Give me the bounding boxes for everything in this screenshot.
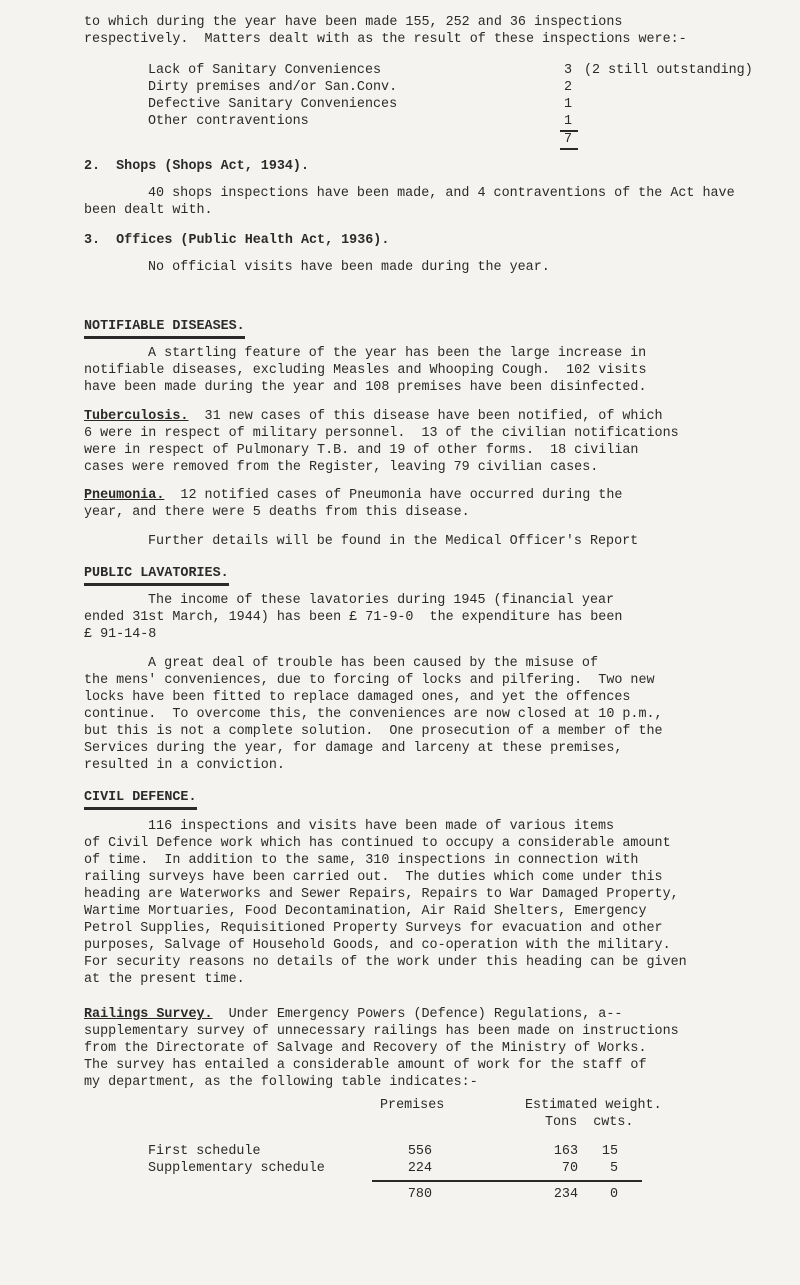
railings-text: supplementary survey of unnecessary railings has been made on instructions xyxy=(84,1024,679,1039)
civil-defence-text: of time. In addition to the same, 310 inspections in connection with xyxy=(84,853,639,868)
pneumonia-text: year, and there were 5 deaths from this disease. xyxy=(84,505,470,520)
civil-defence-text: railing surveys have been carried out. The duties which come under this xyxy=(84,870,663,885)
railings-text: from the Directorate of Salvage and Recovery of the Ministry of Works. xyxy=(84,1041,647,1056)
table-cell-tons: 70 xyxy=(561,1161,578,1176)
lavatories-text: the mens' conveniences, due to forcing of locks and pilfering. Two new xyxy=(84,673,655,688)
intro-line-2: respectively. Matters dealt with as the result of these inspections were:- xyxy=(84,32,687,47)
civil-defence-heading: CIVIL DEFENCE. xyxy=(84,789,197,810)
lavatories-text: continue. To overcome this, the conveniences are now closed at 10 p.m., xyxy=(84,707,663,722)
civil-defence-text: of Civil Defence work which has continued to occupy a considerable amount xyxy=(84,836,671,851)
lavatories-text: resulted in a conviction. xyxy=(84,758,285,773)
railings-text: The survey has entailed a considerable amount of work for the staff of xyxy=(84,1058,647,1073)
railings-label: Railings Survey. xyxy=(84,1007,213,1022)
tuberculosis-text: 6 were in respect of military personnel. 13 of the civilian notifications xyxy=(84,426,679,441)
matter-label: Other contraventions xyxy=(148,114,309,129)
table-cell-premises: 556 xyxy=(407,1144,432,1159)
lavatories-text: The income of these lavatories during 1945 (financial year xyxy=(148,593,615,608)
table-cell-cwts: 15 xyxy=(601,1144,618,1159)
civil-defence-text: For security reasons no details of the work under this heading can be given xyxy=(84,955,687,970)
notifiable-text: A startling feature of the year has been the large increase in xyxy=(148,346,647,361)
tuberculosis-text: 31 new cases of this disease have been notified, of which xyxy=(188,409,663,424)
matters-total: 7 xyxy=(564,132,573,147)
notifiable-text: notifiable diseases, excluding Measles and Whooping Cough. 102 visits xyxy=(84,363,647,378)
matter-label: Defective Sanitary Conveniences xyxy=(148,97,398,112)
intro-line-1: to which during the year have been made 155, 252 and 36 inspections xyxy=(84,15,623,30)
pneumonia-text: 12 notified cases of Pneumonia have occurred during the xyxy=(164,488,623,503)
tuberculosis-text: were in respect of Pulmonary T.B. and 19 of other forms. 18 civilian xyxy=(84,443,639,458)
civil-defence-text: Petrol Supplies, Requisitioned Property Surveys for evacuation and other xyxy=(84,921,663,936)
table-total-tons: 234 xyxy=(553,1187,578,1202)
lavatories-text: locks have been fitted to replace damaged ones, and yet the offences xyxy=(84,690,631,705)
civil-defence-text: at the present time. xyxy=(84,972,245,987)
shops-heading: 2. Shops (Shops Act, 1934). xyxy=(84,159,309,174)
table-row-label: First schedule xyxy=(148,1144,261,1159)
railings-text: my department, as the following table indicates:- xyxy=(84,1075,478,1090)
railings-paragraph-first-line xyxy=(84,1006,622,1023)
offices-heading: 3. Offices (Public Health Act, 1936). xyxy=(84,233,390,248)
matter-count: 2 xyxy=(564,80,573,95)
notifiable-heading: NOTIFIABLE DISEASES. xyxy=(84,318,245,339)
table-cell-tons: 163 xyxy=(553,1144,578,1159)
tuberculosis-text: cases were removed from the Register, leaving 79 civilian cases. xyxy=(84,460,599,475)
total-rule-bottom xyxy=(560,148,578,150)
matter-count: 1 xyxy=(564,97,573,112)
lavatories-text: Services during the year, for damage and larceny at these premises, xyxy=(84,741,623,756)
matter-label: Dirty premises and/or San.Conv. xyxy=(148,80,398,95)
lavatories-heading: PUBLIC LAVATORIES. xyxy=(84,565,229,586)
civil-defence-text: Wartime Mortuaries, Food Decontamination, Air Raid Shelters, Emergency xyxy=(84,904,647,919)
offices-text: No official visits have been made during the year. xyxy=(148,260,550,275)
matter-label: Lack of Sanitary Conveniences xyxy=(148,63,382,78)
table-total-premises: 780 xyxy=(407,1187,432,1202)
civil-defence-text: purposes, Salvage of Household Goods, and co-operation with the military. xyxy=(84,938,671,953)
table-total-cwts: 0 xyxy=(609,1187,618,1202)
matter-count: 1 xyxy=(564,114,573,129)
col-header-units: Tons cwts. xyxy=(545,1115,634,1130)
tuberculosis-label: Tuberculosis. xyxy=(84,409,189,424)
table-cell-premises: 224 xyxy=(407,1161,432,1176)
pneumonia-label: Pneumonia. xyxy=(84,488,165,503)
civil-defence-text: 116 inspections and visits have been made of various items xyxy=(148,819,615,834)
tuberculosis-paragraph-first-line xyxy=(84,408,663,425)
lavatories-text: but this is not a complete solution. One prosecution of a member of the xyxy=(84,724,663,739)
pneumonia-paragraph-first-line xyxy=(84,487,622,504)
matter-note: (2 still outstanding) xyxy=(584,63,753,78)
lavatories-text: ended 31st March, 1944) has been £ 71-9-0 the expenditure has been xyxy=(84,610,623,625)
matter-count: 3 xyxy=(564,63,573,78)
col-header-weight: Estimated weight. xyxy=(525,1098,662,1113)
civil-defence-text: heading are Waterworks and Sewer Repairs, Repairs to War Damaged Property, xyxy=(84,887,679,902)
col-header-premises: Premises xyxy=(380,1098,445,1113)
notifiable-text: have been made during the year and 108 premises have been disinfected. xyxy=(84,380,647,395)
table-total-rule xyxy=(372,1180,642,1182)
table-row-label: Supplementary schedule xyxy=(148,1161,325,1176)
further-details: Further details will be found in the Medical Officer's Report xyxy=(148,534,639,549)
shops-text: 40 shops inspections have been made, and 4 contraventions of the Act have been dealt with. xyxy=(84,186,735,218)
table-cell-cwts: 5 xyxy=(609,1161,618,1176)
lavatories-text: A great deal of trouble has been caused by the misuse of xyxy=(148,656,598,671)
railings-text: Under Emergency Powers (Defence) Regulations, a-- xyxy=(212,1007,623,1022)
lavatories-text: £ 91-14-8 xyxy=(84,627,157,642)
